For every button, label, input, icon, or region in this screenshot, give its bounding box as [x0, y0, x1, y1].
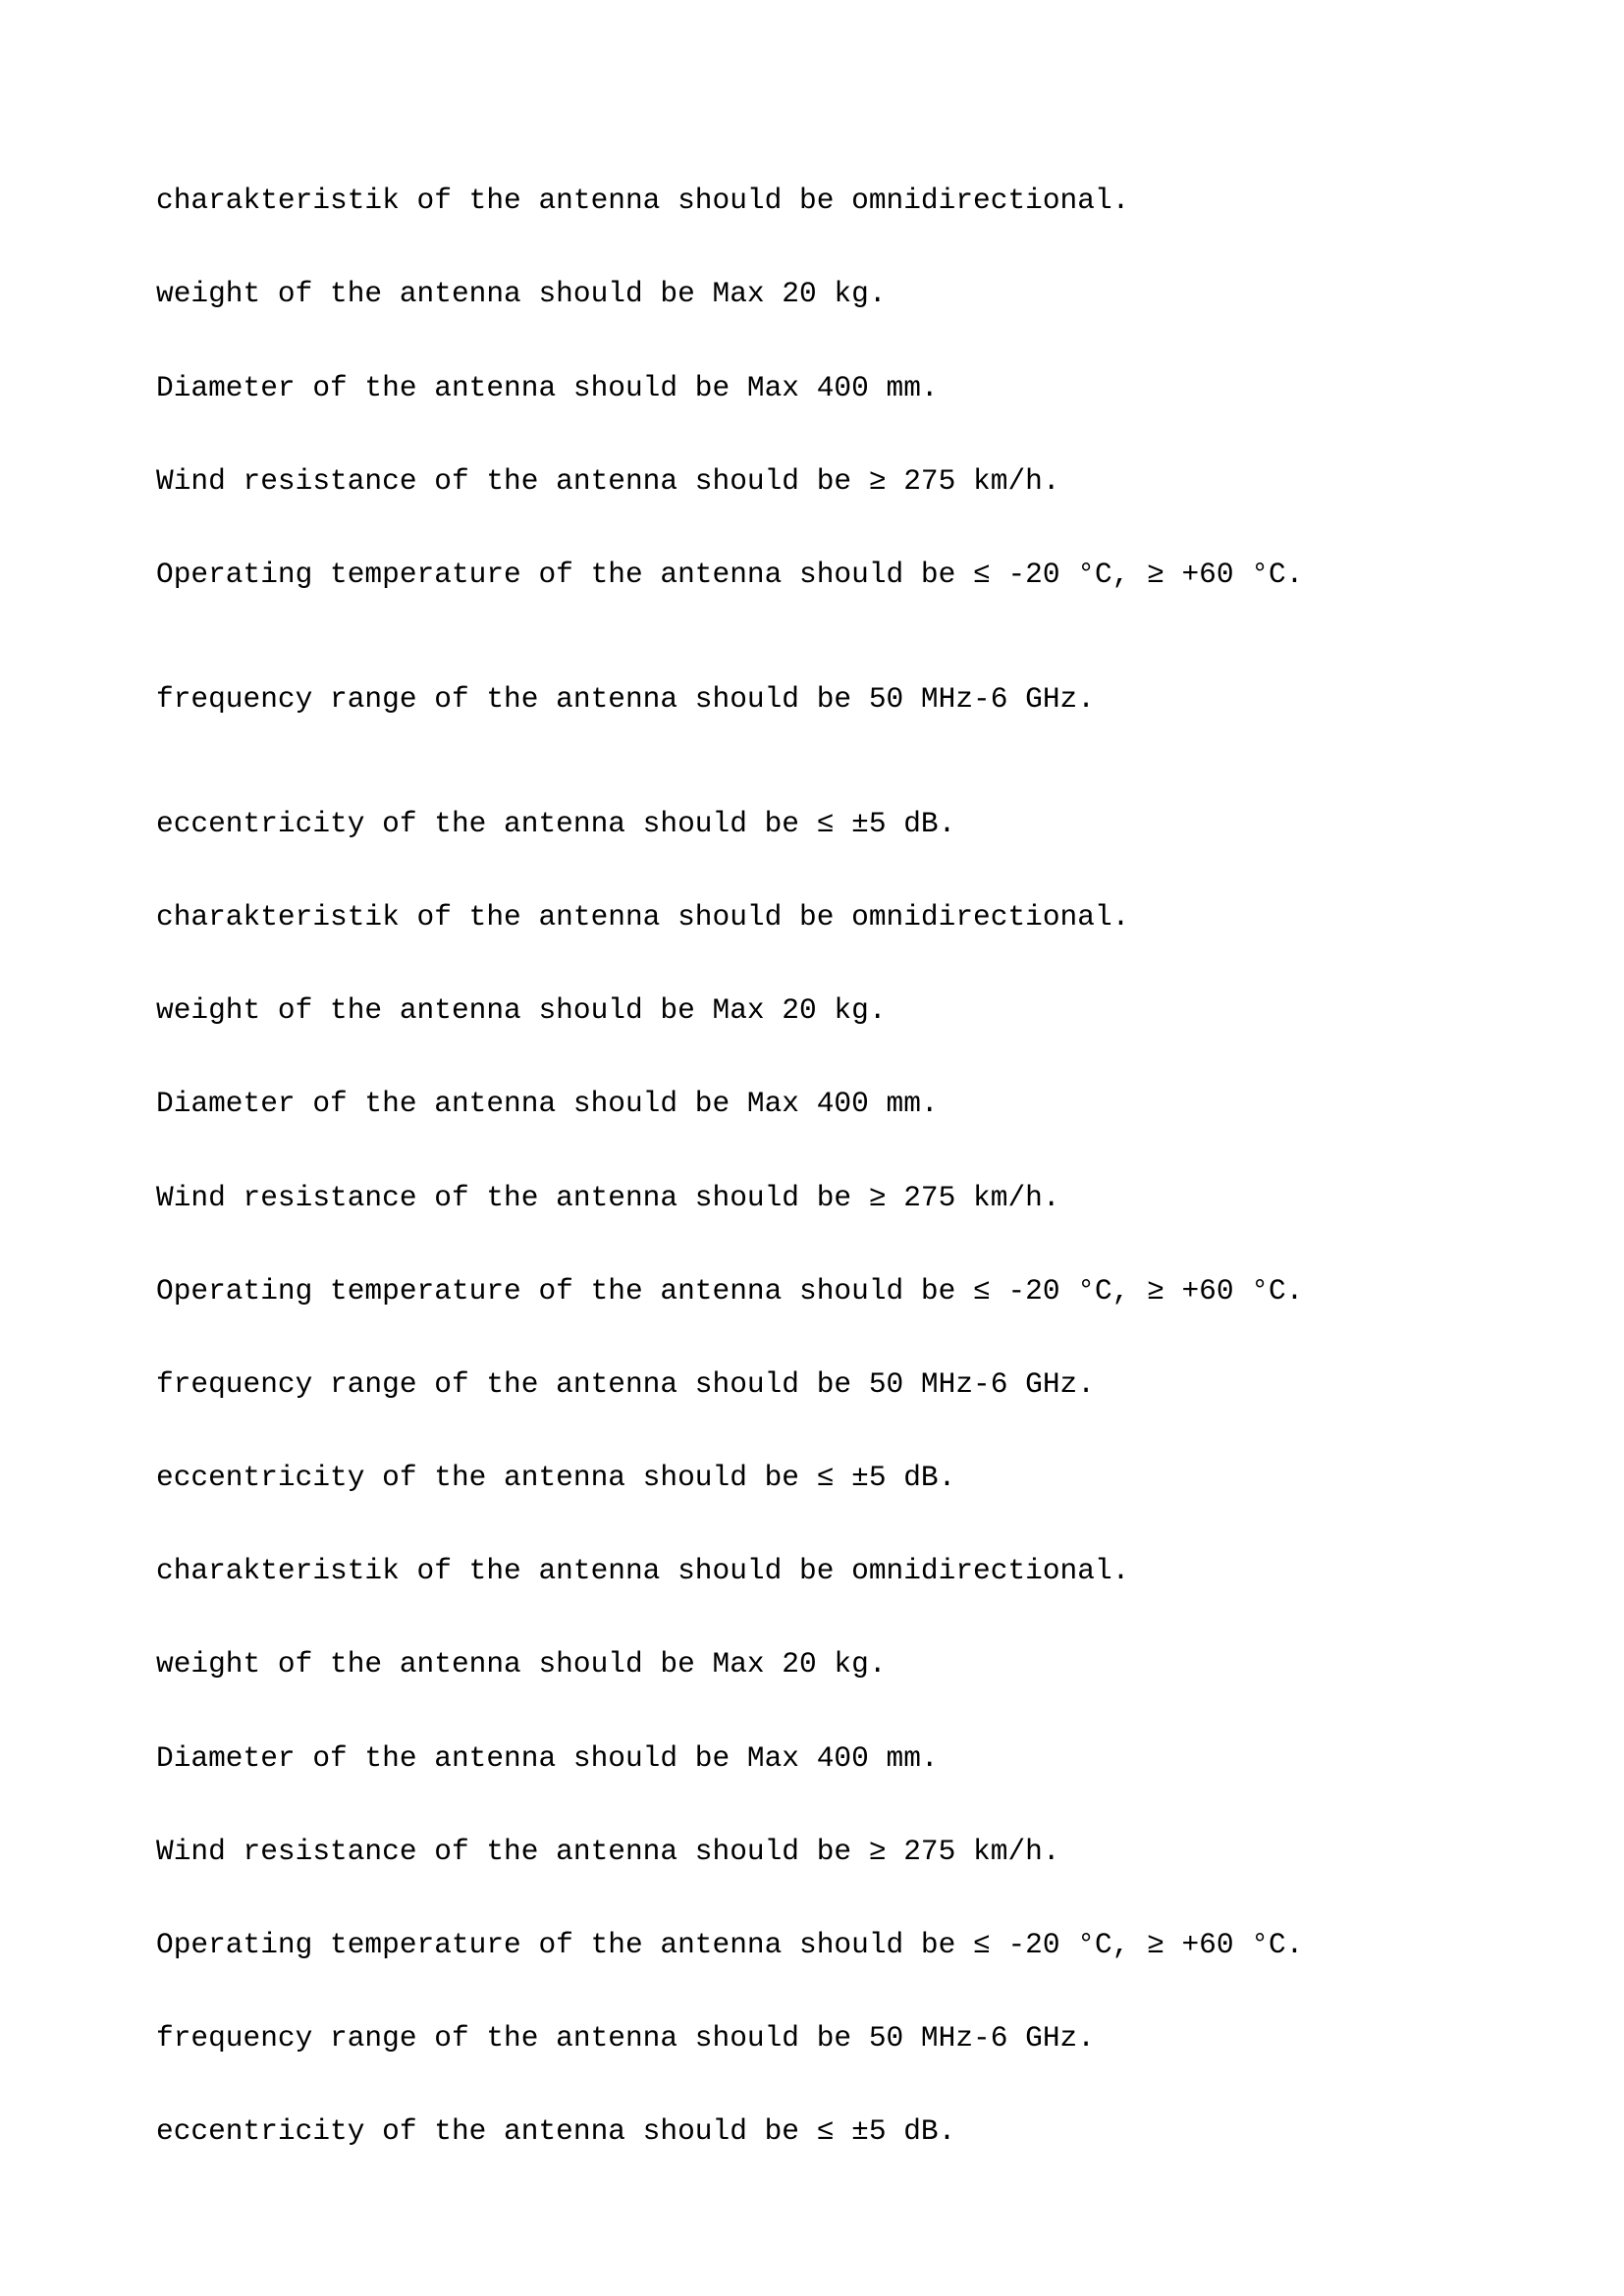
spec-line-7: eccentricity of the antenna should be ≤ ±5 dB. — [156, 807, 956, 840]
spec-line-14: eccentricity of the antenna should be ≤ ±5 dB. — [156, 1461, 956, 1494]
spec-line-18: Wind resistance of the antenna should be ≥ 275 km/h. — [156, 1835, 1060, 1868]
spec-line-1: charakteristik of the antenna should be omnidirectional. — [156, 184, 1130, 217]
spec-line-10: Diameter of the antenna should be Max 400 mm. — [156, 1087, 939, 1120]
spec-line-15: charakteristik of the antenna should be omnidirectional. — [156, 1554, 1130, 1587]
spec-line-16: weight of the antenna should be Max 20 kg. — [156, 1647, 887, 1681]
spec-line-21: eccentricity of the antenna should be ≤ ±5 dB. — [156, 2114, 956, 2148]
spec-line-12: Operating temperature of the antenna should be ≤ -20 °C, ≥ +60 °C. — [156, 1274, 1304, 1308]
spec-line-8: charakteristik of the antenna should be omnidirectional. — [156, 900, 1130, 934]
spec-line-4: Wind resistance of the antenna should be ≥ 275 km/h. — [156, 464, 1060, 498]
spec-line-9: weight of the antenna should be Max 20 kg. — [156, 993, 887, 1027]
spec-line-19: Operating temperature of the antenna should be ≤ -20 °C, ≥ +60 °C. — [156, 1928, 1304, 1961]
spec-line-3: Diameter of the antenna should be Max 400 mm. — [156, 371, 939, 404]
spec-line-11: Wind resistance of the antenna should be ≥ 275 km/h. — [156, 1181, 1060, 1214]
spec-line-5: Operating temperature of the antenna should be ≤ -20 °C, ≥ +60 °C. — [156, 558, 1304, 591]
spec-line-20: frequency range of the antenna should be 50 MHz-6 GHz. — [156, 2021, 1095, 2055]
spec-line-2: weight of the antenna should be Max 20 kg. — [156, 277, 887, 310]
spec-line-6: frequency range of the antenna should be 50 MHz-6 GHz. — [156, 682, 1095, 716]
spec-line-17: Diameter of the antenna should be Max 400 mm. — [156, 1741, 939, 1775]
spec-line-13: frequency range of the antenna should be 50 MHz-6 GHz. — [156, 1367, 1095, 1401]
